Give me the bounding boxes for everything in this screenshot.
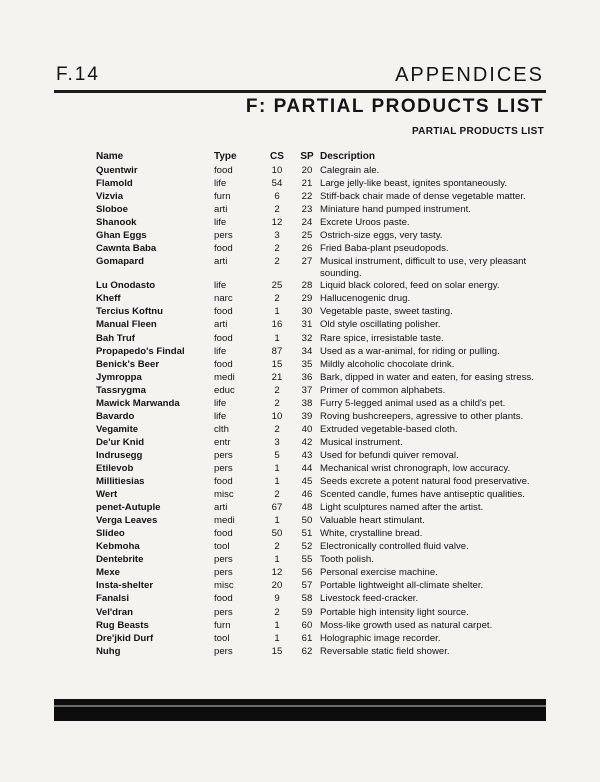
product-description: Light sculptures named after the artist. xyxy=(320,502,484,514)
table-row xyxy=(96,633,540,646)
product-cs: 3 xyxy=(274,436,280,448)
product-type: arti xyxy=(214,502,228,514)
product-sp: 20 xyxy=(301,165,313,176)
product-cs: 5 xyxy=(274,449,280,461)
table-row xyxy=(96,567,540,580)
table-body xyxy=(96,165,540,659)
product-description: Personal exercise machine. xyxy=(320,567,438,579)
product-name: De'ur Knid xyxy=(96,436,145,448)
table-row xyxy=(96,398,540,411)
product-type: food xyxy=(214,593,233,605)
product-description: Stiff-back chair made of dense vegetable matter. xyxy=(320,191,526,203)
product-description: Liquid black colored, feed on solar energy. xyxy=(320,280,500,292)
product-name: Gomapard xyxy=(96,256,144,268)
product-description: Seeds excrete a potent natural food preservative. xyxy=(320,476,530,488)
product-name: Vizvia xyxy=(96,191,124,203)
page-title: F: PARTIAL PRODUCTS LIST xyxy=(245,96,544,117)
product-cs: 12 xyxy=(271,567,283,579)
product-name: Kheff xyxy=(96,293,121,305)
product-description: Portable high intensity light source. xyxy=(320,606,469,618)
product-sp: 56 xyxy=(301,567,313,579)
table-row xyxy=(96,646,540,659)
table-row xyxy=(96,165,540,178)
product-cs: 2 xyxy=(274,243,280,255)
table-row xyxy=(96,319,540,332)
column-header-type: Type xyxy=(214,150,237,162)
product-cs: 2 xyxy=(274,204,280,216)
product-type: food xyxy=(214,528,233,540)
table-row xyxy=(96,346,540,359)
product-cs: 16 xyxy=(271,319,283,331)
product-sp: 22 xyxy=(301,191,313,203)
product-sp: 44 xyxy=(301,462,313,474)
product-description: Extruded vegetable-based cloth. xyxy=(320,423,458,435)
product-name: Millitiesias xyxy=(96,476,145,488)
product-name: Ghan Eggs xyxy=(96,230,147,242)
product-description: Electronically controlled fluid valve. xyxy=(320,541,469,553)
table-row xyxy=(96,178,540,191)
product-description: Bark, dipped in water and eaten, for easing stress. xyxy=(320,371,534,383)
product-sp: 35 xyxy=(301,358,313,370)
product-type: clth xyxy=(214,423,229,435)
product-sp: 23 xyxy=(301,204,313,216)
product-cs: 20 xyxy=(271,580,283,592)
product-cs: 1 xyxy=(274,619,280,631)
product-name: Insta-shelter xyxy=(96,580,154,592)
product-type: medi xyxy=(214,371,235,383)
product-cs: 1 xyxy=(274,632,280,644)
product-name: Propapedo's Findal xyxy=(96,345,185,357)
table-row xyxy=(96,306,540,319)
product-sp: 26 xyxy=(301,243,313,255)
product-name: Shanook xyxy=(96,217,137,229)
product-sp: 36 xyxy=(301,371,313,383)
product-cs: 2 xyxy=(274,384,280,396)
product-sp: 32 xyxy=(301,332,313,344)
product-description: Valuable heart stimulant. xyxy=(320,515,425,527)
product-cs: 6 xyxy=(274,191,280,203)
table-row xyxy=(96,204,540,217)
product-description: Moss-like growth used as natural carpet. xyxy=(320,619,493,631)
product-cs: 2 xyxy=(274,423,280,435)
product-type: life xyxy=(214,397,227,409)
product-description: Excrete Uroos paste. xyxy=(320,217,410,229)
product-name: Vel'dran xyxy=(96,606,133,618)
product-name: Wert xyxy=(96,489,118,501)
page-number: F.14 xyxy=(56,64,100,85)
product-cs: 54 xyxy=(271,178,283,190)
product-sp: 25 xyxy=(301,230,313,242)
table-row xyxy=(96,450,540,463)
product-name: Dre'jkid Durf xyxy=(96,632,154,644)
product-type: tool xyxy=(214,541,230,553)
product-type: pers xyxy=(214,567,233,579)
product-type: narc xyxy=(214,293,233,305)
table-row xyxy=(96,554,540,567)
table-row xyxy=(96,489,540,502)
product-cs: 21 xyxy=(271,371,283,383)
product-description: Livestock feed-cracker. xyxy=(320,593,419,605)
product-description: Reversable static field shower. xyxy=(320,645,450,657)
column-header-description: Description xyxy=(320,150,376,162)
product-name: Bah Truf xyxy=(96,332,135,344)
product-type: furn xyxy=(214,191,231,203)
table-row xyxy=(96,230,540,243)
product-name: Verga Leaves xyxy=(96,515,158,527)
product-description: Roving bushcreepers, agressive to other plants. xyxy=(320,410,524,422)
product-sp: 28 xyxy=(301,280,313,292)
table-row xyxy=(96,293,540,306)
product-sp: 38 xyxy=(301,397,313,409)
table-row xyxy=(96,411,540,424)
product-sp: 58 xyxy=(301,593,313,605)
product-cs: 2 xyxy=(274,489,280,501)
product-type: food xyxy=(214,332,233,344)
product-type: misc xyxy=(214,489,234,501)
product-name: Manual Fleen xyxy=(96,319,157,331)
product-name: Tassrygma xyxy=(96,384,146,396)
product-type: tool xyxy=(214,632,230,644)
table-row xyxy=(96,385,540,398)
product-description: Ostrich-size eggs, very tasty. xyxy=(320,230,443,242)
product-description: Mechanical wrist chronograph, low accuracy. xyxy=(320,462,511,474)
product-sp: 43 xyxy=(301,449,313,461)
product-cs: 2 xyxy=(274,256,280,268)
product-type: furn xyxy=(214,619,231,631)
table-row xyxy=(96,515,540,528)
product-sp: 34 xyxy=(301,345,313,357)
product-name: Jymroppa xyxy=(96,371,142,383)
product-cs: 67 xyxy=(271,502,283,514)
product-name: Lu Onodasto xyxy=(96,280,156,292)
product-sp: 48 xyxy=(301,502,313,514)
products-table xyxy=(96,150,540,659)
column-header-sp: SP xyxy=(300,150,314,162)
product-description: Calegrain ale. xyxy=(320,165,380,176)
product-description: Portable lightweight all-climate shelter. xyxy=(320,580,484,592)
product-name: Sloboe xyxy=(96,204,128,216)
product-description: Holographic image recorder. xyxy=(320,632,441,644)
product-description: Vegetable paste, sweet tasting. xyxy=(320,306,453,318)
product-description: Tooth polish. xyxy=(320,554,374,566)
table-row xyxy=(96,502,540,515)
product-type: arti xyxy=(214,319,228,331)
product-name: Nuhg xyxy=(96,645,121,657)
product-type: arti xyxy=(214,204,228,216)
product-sp: 42 xyxy=(301,436,313,448)
product-sp: 27 xyxy=(301,256,313,268)
table-row xyxy=(96,528,540,541)
product-description: Used for befundi quiver removal. xyxy=(320,449,459,461)
product-name: Mexe xyxy=(96,567,120,579)
product-description: Large jelly-like beast, ignites spontaneously. xyxy=(320,178,508,190)
product-name: Fanalsi xyxy=(96,593,130,605)
product-name: Benick's Beer xyxy=(96,358,160,370)
product-name: Bavardo xyxy=(96,410,135,422)
header-rule xyxy=(54,90,546,93)
product-cs: 1 xyxy=(274,462,280,474)
product-description: Primer of common alphabets. xyxy=(320,384,446,396)
product-cs: 15 xyxy=(271,645,283,657)
product-sp: 31 xyxy=(301,319,313,331)
table-row xyxy=(96,580,540,593)
product-type: pers xyxy=(214,230,233,242)
product-type: food xyxy=(214,165,233,176)
table-row xyxy=(96,620,540,633)
product-cs: 1 xyxy=(274,332,280,344)
product-cs: 15 xyxy=(271,358,283,370)
product-sp: 51 xyxy=(301,528,313,540)
product-name: Flamold xyxy=(96,178,133,190)
product-type: food xyxy=(214,476,233,488)
product-sp: 40 xyxy=(301,423,313,435)
product-cs: 2 xyxy=(274,606,280,618)
footer-stripe xyxy=(54,705,546,707)
product-sp: 60 xyxy=(301,619,313,631)
product-description: Musical instrument. xyxy=(320,436,403,448)
product-cs: 2 xyxy=(274,293,280,305)
product-sp: 62 xyxy=(301,645,313,657)
product-description: Rare spice, irresistable taste. xyxy=(320,332,444,344)
product-sp: 45 xyxy=(301,476,313,488)
product-description: Scented candle, fumes have antiseptic qualities. xyxy=(320,489,525,501)
product-description: Fried Baba-plant pseudopods. xyxy=(320,243,449,255)
table-row xyxy=(96,243,540,256)
section-title: APPENDICES xyxy=(395,64,544,86)
product-name: Dentebrite xyxy=(96,554,144,566)
product-type: life xyxy=(214,178,227,190)
product-cs: 1 xyxy=(274,306,280,318)
product-type: pers xyxy=(214,449,233,461)
product-name: Rug Beasts xyxy=(96,619,149,631)
product-sp: 46 xyxy=(301,489,313,501)
product-cs: 9 xyxy=(274,593,280,605)
product-cs: 25 xyxy=(271,280,283,292)
product-type: food xyxy=(214,358,233,370)
table-row xyxy=(96,437,540,450)
product-name: Quentwir xyxy=(96,165,138,176)
product-description: Hallucenogenic drug. xyxy=(320,293,411,305)
product-type: life xyxy=(214,217,227,229)
table-caption: PARTIAL PRODUCTS LIST xyxy=(411,126,544,137)
product-description: Furry 5-legged animal used as a child's pet. xyxy=(320,397,506,409)
table-row xyxy=(96,541,540,554)
product-cs: 87 xyxy=(271,345,283,357)
footer-bar xyxy=(54,699,546,721)
table-row xyxy=(96,463,540,476)
product-cs: 50 xyxy=(271,528,283,540)
table-row xyxy=(96,372,540,385)
product-cs: 1 xyxy=(274,515,280,527)
product-type: food xyxy=(214,306,233,318)
table-row xyxy=(96,280,540,293)
product-type: food xyxy=(214,243,233,255)
table-row xyxy=(96,359,540,372)
product-sp: 50 xyxy=(301,515,313,527)
product-name: Tercius Koftnu xyxy=(96,306,163,318)
product-cs: 2 xyxy=(274,397,280,409)
product-type: arti xyxy=(214,256,228,268)
product-name: Kebmoha xyxy=(96,541,140,553)
table-header-row xyxy=(96,150,540,165)
product-type: pers xyxy=(214,645,233,657)
table-row xyxy=(96,191,540,204)
product-sp: 30 xyxy=(301,306,313,318)
product-sp: 59 xyxy=(301,606,313,618)
product-type: pers xyxy=(214,462,233,474)
product-cs: 1 xyxy=(274,476,280,488)
table-row xyxy=(96,256,540,280)
product-type: medi xyxy=(214,515,235,527)
column-header-cs: CS xyxy=(270,150,284,162)
product-name: Slideo xyxy=(96,528,125,540)
product-sp: 39 xyxy=(301,410,313,422)
product-name: Cawnta Baba xyxy=(96,243,157,255)
table-row xyxy=(96,607,540,620)
product-sp: 61 xyxy=(301,632,313,644)
product-sp: 55 xyxy=(301,554,313,566)
product-description: Used as a war-animal, for riding or pulling. xyxy=(320,345,500,357)
table-row xyxy=(96,217,540,230)
table-row xyxy=(96,593,540,606)
product-cs: 1 xyxy=(274,554,280,566)
product-sp: 24 xyxy=(301,217,313,229)
product-description: White, crystalline bread. xyxy=(320,528,423,540)
product-cs: 10 xyxy=(271,410,283,422)
product-cs: 2 xyxy=(274,541,280,553)
product-name: Indrusegg xyxy=(96,449,143,461)
product-description: Mildly alcoholic chocolate drink. xyxy=(320,358,455,370)
product-sp: 52 xyxy=(301,541,313,553)
product-type: educ xyxy=(214,384,235,396)
table-row xyxy=(96,333,540,346)
product-cs: 3 xyxy=(274,230,280,242)
product-type: entr xyxy=(214,436,231,448)
product-description: Musical instrument, difficult to use, very pleasant sounding. xyxy=(320,256,527,280)
product-description: Miniature hand pumped instrument. xyxy=(320,204,471,216)
product-cs: 10 xyxy=(271,165,283,176)
product-name: Etilevob xyxy=(96,462,134,474)
table-row xyxy=(96,476,540,489)
product-type: life xyxy=(214,280,227,292)
product-name: Vegamite xyxy=(96,423,139,435)
product-type: pers xyxy=(214,554,233,566)
product-type: misc xyxy=(214,580,234,592)
product-description: Old style oscillating polisher. xyxy=(320,319,441,331)
column-header-name: Name xyxy=(96,150,124,162)
product-sp: 37 xyxy=(301,384,313,396)
product-sp: 57 xyxy=(301,580,313,592)
product-name: Mawick Marwanda xyxy=(96,397,180,409)
product-sp: 29 xyxy=(301,293,313,305)
product-name: penet-Autuple xyxy=(96,502,161,514)
product-type: pers xyxy=(214,606,233,618)
product-sp: 21 xyxy=(301,178,313,190)
product-type: life xyxy=(214,410,227,422)
table-row xyxy=(96,424,540,437)
product-cs: 12 xyxy=(271,217,283,229)
product-type: life xyxy=(214,345,227,357)
